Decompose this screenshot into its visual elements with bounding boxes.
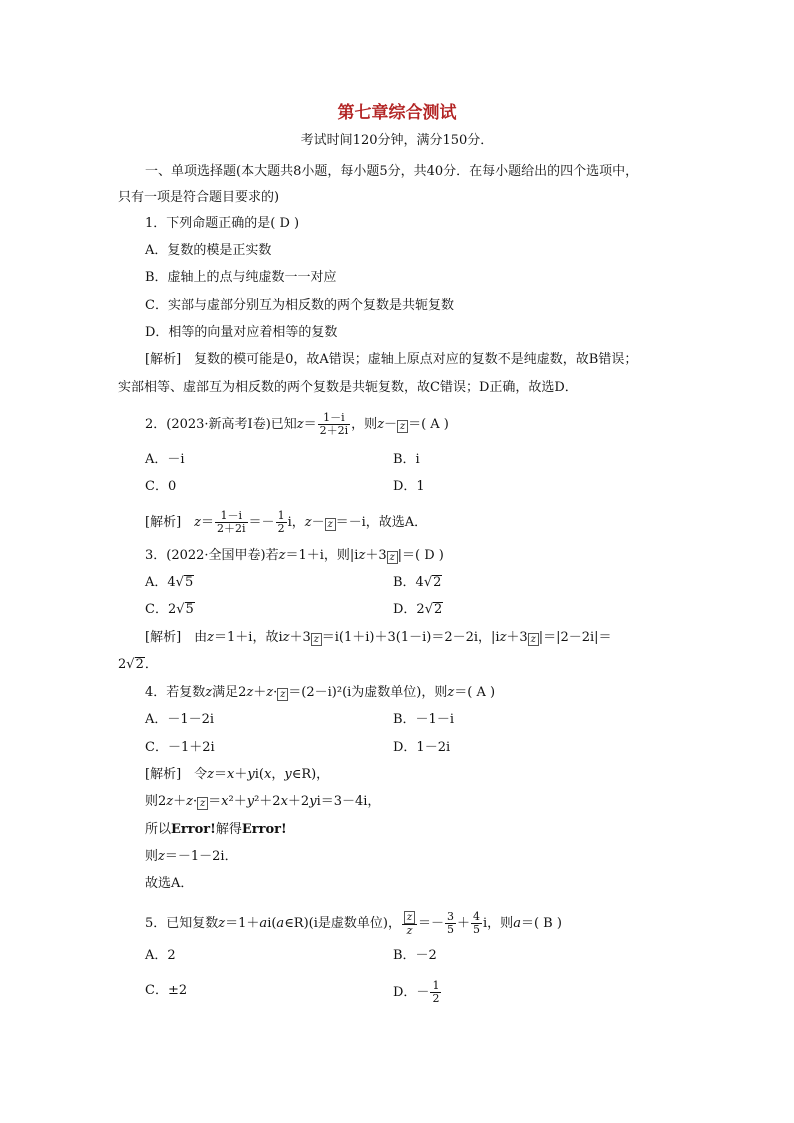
conjugate-z-icon: z (404, 911, 415, 924)
var-z: z (266, 685, 274, 700)
var-z: z (282, 630, 290, 645)
var-z: z (194, 515, 202, 530)
q2-answer: ＝( A ) (408, 417, 449, 432)
half-fraction (430, 980, 441, 1005)
q5-option-a: A．2 (145, 948, 176, 963)
minus: － (311, 515, 325, 530)
conj-over-z-fraction (402, 910, 417, 937)
frac-numerator: 4 (473, 910, 481, 923)
analysis-fraction (215, 510, 248, 535)
text: C．2 (145, 602, 177, 617)
text: i＝3－4i， (316, 794, 381, 809)
q2-option-a: A．－i (145, 452, 185, 467)
text: ²＋ (228, 794, 247, 809)
var-x: x (263, 767, 272, 782)
var-z: z (278, 548, 286, 563)
frac-denominator: 2 (432, 992, 440, 1005)
var-z: z (158, 849, 165, 864)
analysis-label: [解析] 令 (145, 767, 208, 782)
text: ＋2 (287, 794, 310, 809)
q2-minus: － (384, 417, 398, 432)
q1-option-d: D．相等的向量对应着相等的复数 (145, 325, 338, 340)
var-z: z (207, 630, 215, 645)
q4-analysis-line1 (145, 767, 329, 783)
q3-answer: |＝( D ) (397, 548, 444, 563)
q3-option-d: D．2√2 (393, 602, 443, 617)
q1-option-c: C．实部与虚部分别互为相反数的两个复数是共轭复数 (145, 298, 454, 313)
q5-option-b: B．－2 (393, 948, 437, 963)
text: ＋3 (506, 630, 528, 645)
text: ＋ (457, 916, 471, 931)
q1-analysis-line1: [解析] 复数的模可能是0，故A错误；虚轴上原点对应的复数不是纯虚数，故B错误； (145, 352, 638, 367)
var-z: z (304, 515, 312, 530)
var-y: y (284, 767, 292, 782)
var-x: x (221, 794, 229, 809)
eq: ＝－ (248, 515, 275, 530)
q3-analysis-line2: 2√2． (118, 657, 158, 672)
frac-numerator: 1 (432, 979, 440, 992)
text: i，则 (483, 916, 514, 931)
text: ＝－ (417, 916, 444, 931)
var-z: z (186, 794, 194, 809)
q2-eq: ＝ (303, 417, 317, 432)
three-fifths-fraction (445, 911, 456, 936)
var-z: z (447, 685, 455, 700)
q3-option-b: B．4√2 (393, 575, 442, 590)
text: ＝－i，故选A． (335, 515, 428, 530)
section-heading-line1: 一、单项选择题(本大题共8小题，每小题5分，共40分．在每小题给出的四个选项中， (145, 164, 639, 179)
conjugate-z-icon: z (325, 518, 336, 531)
text: 所以 (145, 822, 172, 837)
q4-analysis-line2 (145, 794, 380, 810)
q1-option-a: A．复数的模是正实数 (145, 243, 272, 258)
q3-option-c: C．2√5 (145, 602, 194, 617)
radicand: 5 (185, 602, 194, 617)
q2-stem (145, 412, 449, 437)
text: |＝|2－2i|＝ (538, 630, 612, 645)
text: ＝－1－2i． (164, 849, 238, 864)
radicand: 2 (135, 657, 144, 672)
q2-option-b: B．i (393, 452, 420, 467)
eq: ＝ (201, 515, 215, 530)
conjugate-z-icon: z (277, 688, 288, 701)
q5-answer: ＝( B ) (520, 916, 562, 931)
q4-stem (145, 685, 495, 701)
q1-stem: 1．下列命题正确的是( D ) (145, 216, 300, 231)
var-z: z (205, 685, 213, 700)
q4-option-b: B．－1－i (393, 712, 454, 727)
var-y: y (247, 767, 255, 782)
text: ＝1＋i，则|i (285, 548, 359, 563)
q4-analysis-line4 (145, 849, 238, 865)
text: ＋ (234, 767, 248, 782)
text: D．－ (393, 985, 430, 1000)
text: A．4 (145, 575, 176, 590)
frac-denominator: 2 (277, 522, 285, 535)
var-z: z (358, 548, 366, 563)
four-fifths-fraction (471, 911, 482, 936)
text: ∈R)， (291, 767, 330, 782)
frac-denominator: 5 (473, 923, 481, 936)
var-z: z (207, 767, 215, 782)
q3-stem (145, 548, 444, 564)
text: ＋3 (289, 630, 311, 645)
var-z: z (377, 417, 385, 432)
section-heading-line2: 只有一项是符合题目要求的) (118, 190, 280, 205)
var-a: a (276, 916, 285, 931)
q2-mid: ，则 (351, 417, 378, 432)
conjugate-z-icon: z (528, 633, 539, 646)
q4-answer: ＝( A ) (454, 685, 496, 700)
conjugate-z-icon: z (387, 551, 398, 564)
q2-prefix: 2．(2023·新高考Ⅰ卷)已知 (145, 417, 297, 432)
text: 2 (118, 657, 127, 672)
text: i( (254, 767, 264, 782)
q4-option-c: C．－1＋2i (145, 740, 215, 755)
q3-option-a: A．4√5 (145, 575, 194, 590)
text: ＝i(1＋i)＋3(1－i)＝2－2i，|i (321, 630, 500, 645)
q5-option-d (393, 980, 442, 1005)
text: · (273, 685, 278, 700)
frac-denominator: 5 (447, 923, 454, 936)
radicand: 5 (184, 575, 194, 590)
error-text: Error! (241, 822, 287, 837)
var-x: x (227, 767, 235, 782)
text: 则 (145, 849, 159, 864)
conjugate-z-icon: z (311, 633, 322, 646)
var-z: z (246, 685, 254, 700)
page-title: 第七章综合测试 (337, 103, 457, 123)
text: ＝1＋i，故i (214, 630, 283, 645)
radicand: 2 (434, 602, 443, 617)
analysis-label: [解析] 由 (145, 630, 208, 645)
var-z: z (499, 630, 507, 645)
text: ＝ (208, 794, 222, 809)
text: B．4 (393, 575, 424, 590)
var-x: x (280, 794, 288, 809)
var-a: a (513, 916, 521, 931)
text: ∈R)(i是虚数单位)， (284, 916, 401, 931)
q2-fraction (318, 412, 351, 437)
conjugate-z-icon: z (197, 797, 208, 810)
text: 满足2 (212, 685, 247, 700)
text: ． (144, 657, 158, 672)
text: 5．已知复数 (145, 916, 219, 931)
var-a: a (259, 916, 268, 931)
q4-analysis-line3 (145, 822, 287, 838)
exam-info: 考试时间120分钟，满分150分． (300, 133, 494, 148)
text: ＝ (214, 767, 228, 782)
q2-option-d: D．1 (393, 479, 425, 494)
frac-denominator: 2＋2i (319, 424, 349, 437)
frac-numerator: 3 (447, 910, 454, 923)
text: ＋ (253, 685, 267, 700)
text: ＋ (173, 794, 187, 809)
frac-denominator: 2＋2i (217, 522, 246, 535)
q1-option-b: B．虚轴上的点与纯虚数一一对应 (145, 270, 337, 285)
var-y: y (309, 794, 317, 809)
frac-numerator: 1－i (215, 510, 248, 523)
radicand: 2 (433, 575, 442, 590)
var-y: y (246, 794, 255, 809)
text: ＋3 (365, 548, 387, 563)
text: · (193, 794, 198, 809)
conjugate-z-icon: z (397, 420, 408, 433)
q4-option-d: D．1－2i (393, 740, 451, 755)
q4-analysis-line5: 故选A． (145, 876, 194, 891)
text: 4．若复数 (145, 685, 206, 700)
frac-denominator: z (406, 924, 413, 937)
frac-numerator: 1 (277, 509, 285, 522)
text: ＝1＋ (225, 916, 260, 931)
text: i( (267, 916, 277, 931)
text: ＝(2－i)²(i为虚数单位)，则 (288, 685, 448, 700)
q4-option-a: A．－1－2i (145, 712, 215, 727)
text: 则2 (145, 794, 167, 809)
q1-analysis-line2: 实部相等、虚部互为相反数的两个复数是共轭复数，故C错误；D正确，故选D． (118, 380, 578, 395)
analysis-label: [解析] (145, 515, 195, 530)
text: 解得 (215, 822, 242, 837)
q3-analysis-line1 (145, 630, 612, 646)
var-z: z (296, 417, 304, 432)
frac-numerator: 1－i (318, 412, 351, 425)
q5-option-c: C．±2 (145, 983, 188, 998)
frac-numerator (402, 910, 417, 925)
text: D．2 (393, 602, 425, 617)
q5-stem (145, 910, 562, 937)
text: ²＋2 (254, 794, 281, 809)
var-z: z (166, 794, 174, 809)
half-fraction (276, 510, 287, 535)
text: i， (287, 515, 305, 530)
var-z: z (218, 916, 226, 931)
q3-prefix: 3．(2022·全国甲卷)若 (145, 548, 279, 563)
q2-analysis (145, 510, 427, 535)
error-text: Error! (171, 822, 216, 837)
q2-option-c: C．0 (145, 479, 177, 494)
text: ， (271, 767, 285, 782)
